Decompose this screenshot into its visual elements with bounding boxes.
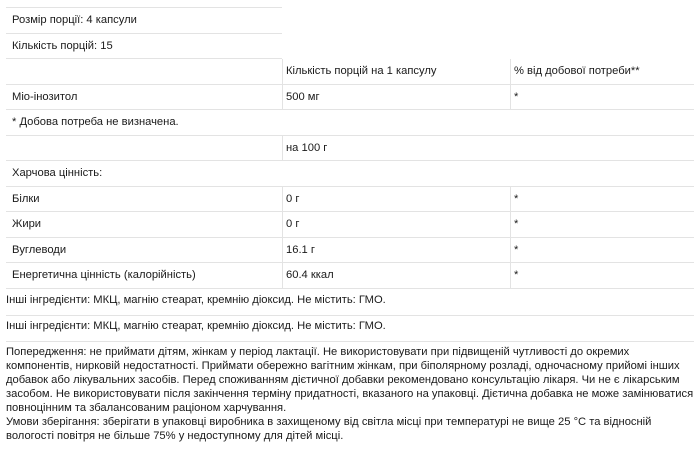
- warning-text: Попередження: не приймати дітям, жінкам у період лактації. Не використовувати при підвищеній чутливості до окремих компонентів, нирковій недостатності. Приймати обережно вагітним жінкам, при біполярному розладі, одночасному прийомі інших добавок або лікувальних засобів. Перед споживанням дієтичної добавки рекомендовано консультацію лікаря. Чи не є лікарським засобом. Не використовувати після закінчення терміну придатності, вказаного на упаковці. Дієтична добавка не може замінюватися повноцінним та збалансованим раціоном харчування.: [6, 346, 694, 414]
- footnote: * Добова потреба не визначена.: [12, 116, 179, 128]
- other-ingredients: Інші інгредієнти: МКЦ, магнію стеарат, кремнію діоксид. Не містить: ГМО.: [6, 294, 386, 306]
- nutrient-name: Білки: [12, 192, 40, 205]
- table-row: [6, 85, 694, 111]
- divider: [6, 315, 694, 316]
- table-row: [6, 263, 694, 289]
- nutrient-name: Жири: [12, 218, 42, 230]
- nutrition-title: Харчова цінність:: [12, 167, 103, 179]
- serving-size-row: [6, 7, 282, 34]
- nutrient-amount: 0 г: [286, 218, 300, 230]
- nutrient-amount: 16.1 г: [286, 243, 315, 256]
- nutrient-amount: 60.4 ккал: [286, 269, 334, 281]
- table-header-row: [6, 59, 694, 85]
- serving-size: Розмір порції: 4 капсули: [12, 14, 137, 26]
- servings-count: Кількість порцій: 15: [12, 39, 113, 52]
- ingredient-daily-value: *: [514, 90, 519, 103]
- footnote-row: [6, 110, 694, 136]
- nutrient-name: Вуглеводи: [12, 243, 67, 256]
- nutrient-daily-value: *: [514, 243, 519, 256]
- per-100g-row: [6, 136, 694, 162]
- per-100g-label: на 100 г: [286, 141, 328, 154]
- nutrient-daily-value: *: [514, 192, 519, 205]
- nutrient-daily-value: *: [514, 269, 519, 281]
- ingredient-amount: 500 мг: [286, 90, 320, 103]
- table-row: [6, 238, 694, 264]
- servings-count-row: [6, 34, 282, 60]
- daily-value-header: % від добової потреби**: [514, 65, 640, 77]
- supplement-facts-table: [6, 7, 694, 289]
- storage-conditions: Умови зберігання: зберігати в упаковці виробника в захищеному від світла місці при температурі не вище 25 °С та відносній вологості повітря не більше 75% у недоступному для дітей місці.: [6, 416, 652, 442]
- nutrient-daily-value: *: [514, 218, 519, 230]
- nutrient-amount: 0 г: [286, 192, 300, 205]
- divider: [6, 341, 694, 342]
- table-row: [6, 212, 694, 238]
- table-row: [6, 187, 694, 213]
- ingredient-name: Міо-інозитол: [12, 90, 78, 103]
- amount-header: Кількість порцій на 1 капсулу: [286, 65, 437, 77]
- other-ingredients-repeat: Інші інгредієнти: МКЦ, магнію стеарат, кремнію діоксид. Не містить: ГМО.: [6, 320, 386, 332]
- nutrient-name: Енергетична цінність (калорійність): [12, 269, 196, 281]
- nutrition-title-row: [6, 161, 694, 187]
